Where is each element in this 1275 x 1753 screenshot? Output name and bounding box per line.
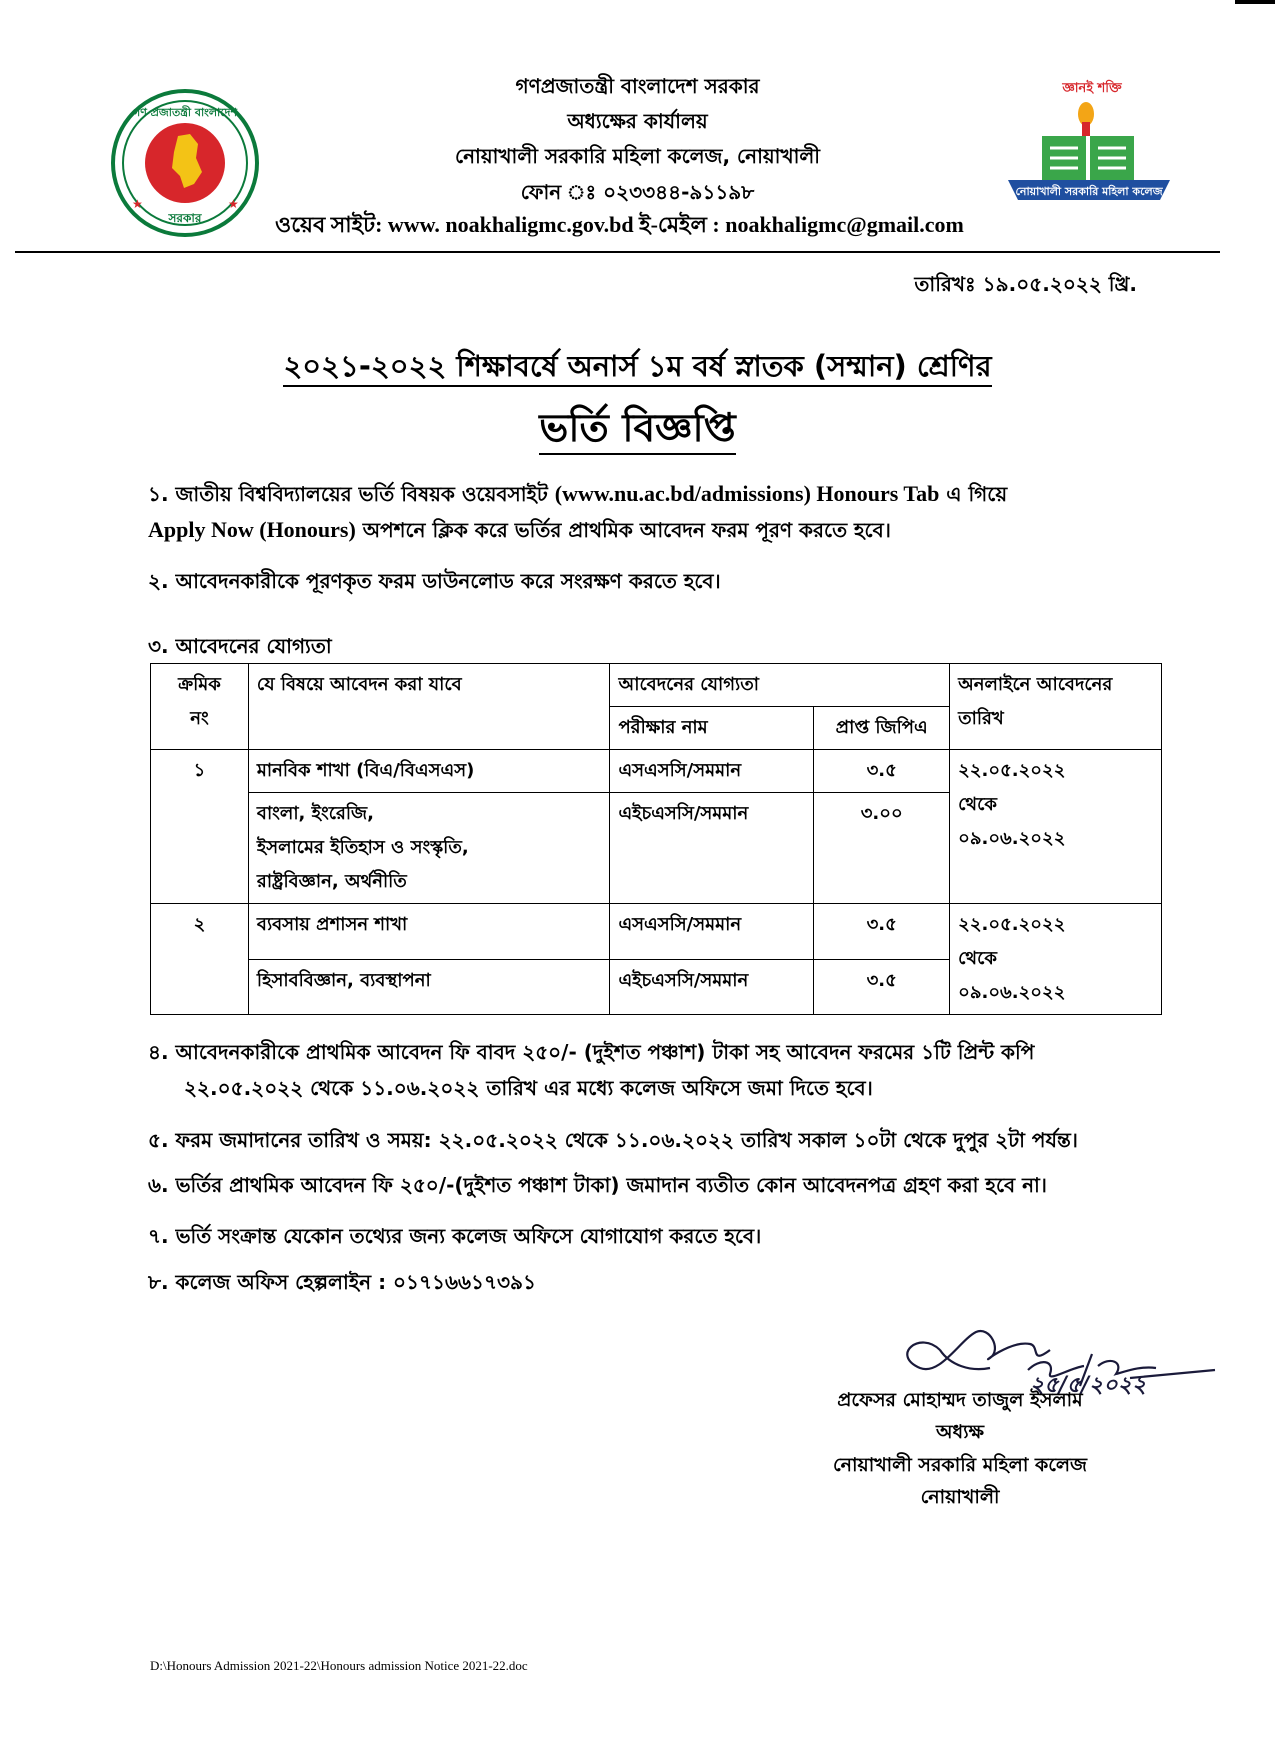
- item-8: ৮. কলেজ অফিস হেল্পলাইন : ০১৭১৬৬১৭৩৯১: [148, 1270, 536, 1294]
- row-exam: এসএসসি/সমমান: [610, 904, 814, 960]
- signatory-place: নোয়াখালী: [920, 1486, 1000, 1508]
- signature-date: ২৫/৫/২০২২: [1030, 1372, 1147, 1398]
- svg-text:★: ★: [132, 197, 143, 211]
- header-eligibility: আবেদনের যোগ্যতা: [610, 664, 950, 707]
- item-6: ৬. ভর্তির প্রাথমিক আবেদন ফি ২৫০/-(দুইশত পঞ্চাশ টাকা) জমাদান ব্যতীত কোন আবেদনপত্র গ্রহণ করা হবে না।: [148, 1173, 1047, 1197]
- table-row: [151, 904, 1162, 960]
- table-row: [151, 750, 1162, 793]
- row-gpa: ৩.৫: [814, 959, 950, 1015]
- header-govt: গণপ্রজাতন্ত্রী বাংলাদেশ সরকার: [515, 74, 760, 98]
- svg-text:★: ★: [228, 197, 239, 211]
- notice-heading: ভর্তি বিজ্ঞপ্তি: [0, 398, 1275, 463]
- item-5: ৫. ফরম জমাদানের তারিখ ও সময়: ২২.০৫.২০২২ থেকে ১১.০৬.২০২২ তারিখ সকাল ১০টা থেকে দুপুর ২টা পর্যন্ত।: [148, 1128, 1078, 1152]
- row-gpa: ৩.০০: [814, 793, 950, 904]
- header-college: নোয়াখালী সরকারি মহিলা কলেজ, নোয়াখালী: [454, 144, 821, 168]
- item-3: ৩. আবেদনের যোগ্যতা: [148, 634, 332, 658]
- row-gpa: ৩.৫: [814, 750, 950, 793]
- header-subject: যে বিষয়ে আবেদন করা যাবে: [248, 664, 610, 750]
- signatory-org: নোয়াখালী সরকারি মহিলা কলেজ: [832, 1454, 1088, 1476]
- item-7: ৭. ভর্তি সংক্রান্ত যেকোন তথ্যের জন্য কলেজ অফিসে যোগাযোগ করতে হবে।: [148, 1224, 762, 1248]
- issue-date: তারিখঃ ১৯.০৫.২০২২ খ্রি.: [914, 272, 1137, 296]
- notice-title: ২০২১-২০২২ শিক্ষাবর্ষে অনার্স ১ম বর্ষ স্নাতক (সম্মান) শ্রেণির: [0, 344, 1275, 393]
- table-header-row: [151, 664, 1162, 707]
- row-exam: এইচএসসি/সমমান: [610, 959, 814, 1015]
- logo-ribbon-text: নোয়াখালী সরকারি মহিলা কলেজ: [1015, 185, 1163, 198]
- logo-motto-text: জ্ঞানই শক্তি: [1062, 81, 1122, 96]
- row-serial: ২: [151, 904, 249, 1015]
- signatory-name: প্রফেসর মোহাম্মদ তাজুল ইসলাম: [837, 1389, 1083, 1411]
- row-branch: মানবিক শাখা (বিএ/বিএসএস): [248, 750, 610, 793]
- row-serial: ১: [151, 750, 249, 904]
- header-apply-date: অনলাইনে আবেদনের তারিখ: [950, 664, 1162, 750]
- row-branch: ব্যবসায় প্রশাসন শাখা: [248, 904, 610, 960]
- row-exam: এসএসসি/সমমান: [610, 750, 814, 793]
- row-gpa: ৩.৫: [814, 904, 950, 960]
- header-office: অধ্যক্ষের কার্যালয়: [567, 109, 708, 133]
- seal-bottom-text: সরকার: [168, 211, 202, 225]
- header-exam: পরীক্ষার নাম: [610, 707, 814, 750]
- footer-file-path: D:\Honours Admission 2021-22\Honours admission Notice 2021-22.doc: [150, 1658, 528, 1673]
- row-subjects: বাংলা, ইংরেজি, ইসলামের ইতিহাস ও সংস্কৃতি, রাষ্ট্রবিজ্ঞান, অর্থনীতি: [248, 793, 610, 904]
- signatory-designation: অধ্যক্ষ: [935, 1421, 984, 1443]
- header-divider: [15, 251, 1220, 253]
- header-gpa: প্রাপ্ত জিপিএ: [814, 707, 950, 750]
- row-exam: এইচএসসি/সমমান: [610, 793, 814, 904]
- header-serial: ক্রমিক নং: [151, 664, 249, 750]
- row-date: ২২.০৫.২০২২ থেকে ০৯.০৬.২০২২: [950, 750, 1162, 904]
- header-web-email: ওয়েব সাইট: www. noakhaligmc.gov.bd ই-মেইল : noakhaligmc@gmail.com: [275, 212, 964, 237]
- eligibility-table: [150, 663, 1162, 1015]
- row-subjects: হিসাববিজ্ঞান, ব্যবস্থাপনা: [248, 959, 610, 1015]
- seal-top-text: গণ প্রজাতন্ত্রী বাংলাদেশ: [133, 106, 237, 119]
- scan-corner-mark: [1235, 0, 1275, 4]
- item-2: ২. আবেদনকারীকে পূরণকৃত ফরম ডাউনলোড করে সংরক্ষণ করতে হবে।: [148, 569, 721, 593]
- header-phone: ফোন ঃ ০২৩৩৪৪-৯১১৯৮: [520, 180, 755, 204]
- item-4: ৪. আবেদনকারীকে প্রাথমিক আবেদন ফি বাবদ ২৫০/- (দুইশত পঞ্চাশ) টাকা সহ আবেদন ফরমের ১টি প্রিন্ট কপি ২২.০৫.২০২২ থেকে ১১.০৬.২০২২ তারিখ এর মধ্যে কলেজ অফিসে জমা দিতে হবে।: [148, 1040, 1035, 1100]
- row-date: ২২.০৫.২০২২ থেকে ০৯.০৬.২০২২: [950, 904, 1162, 1015]
- item-1: ১. জাতীয় বিশ্ববিদ্যালয়ের ভর্তি বিষয়ক ওয়েবসাইট (www.nu.ac.bd/admissions) Honours Tab এ গিয়ে Apply Now (Honours) অপশনে ক্লিক করে ভর্তির প্রাথমিক আবেদন ফরম পূরণ করতে হবে।: [148, 481, 1008, 542]
